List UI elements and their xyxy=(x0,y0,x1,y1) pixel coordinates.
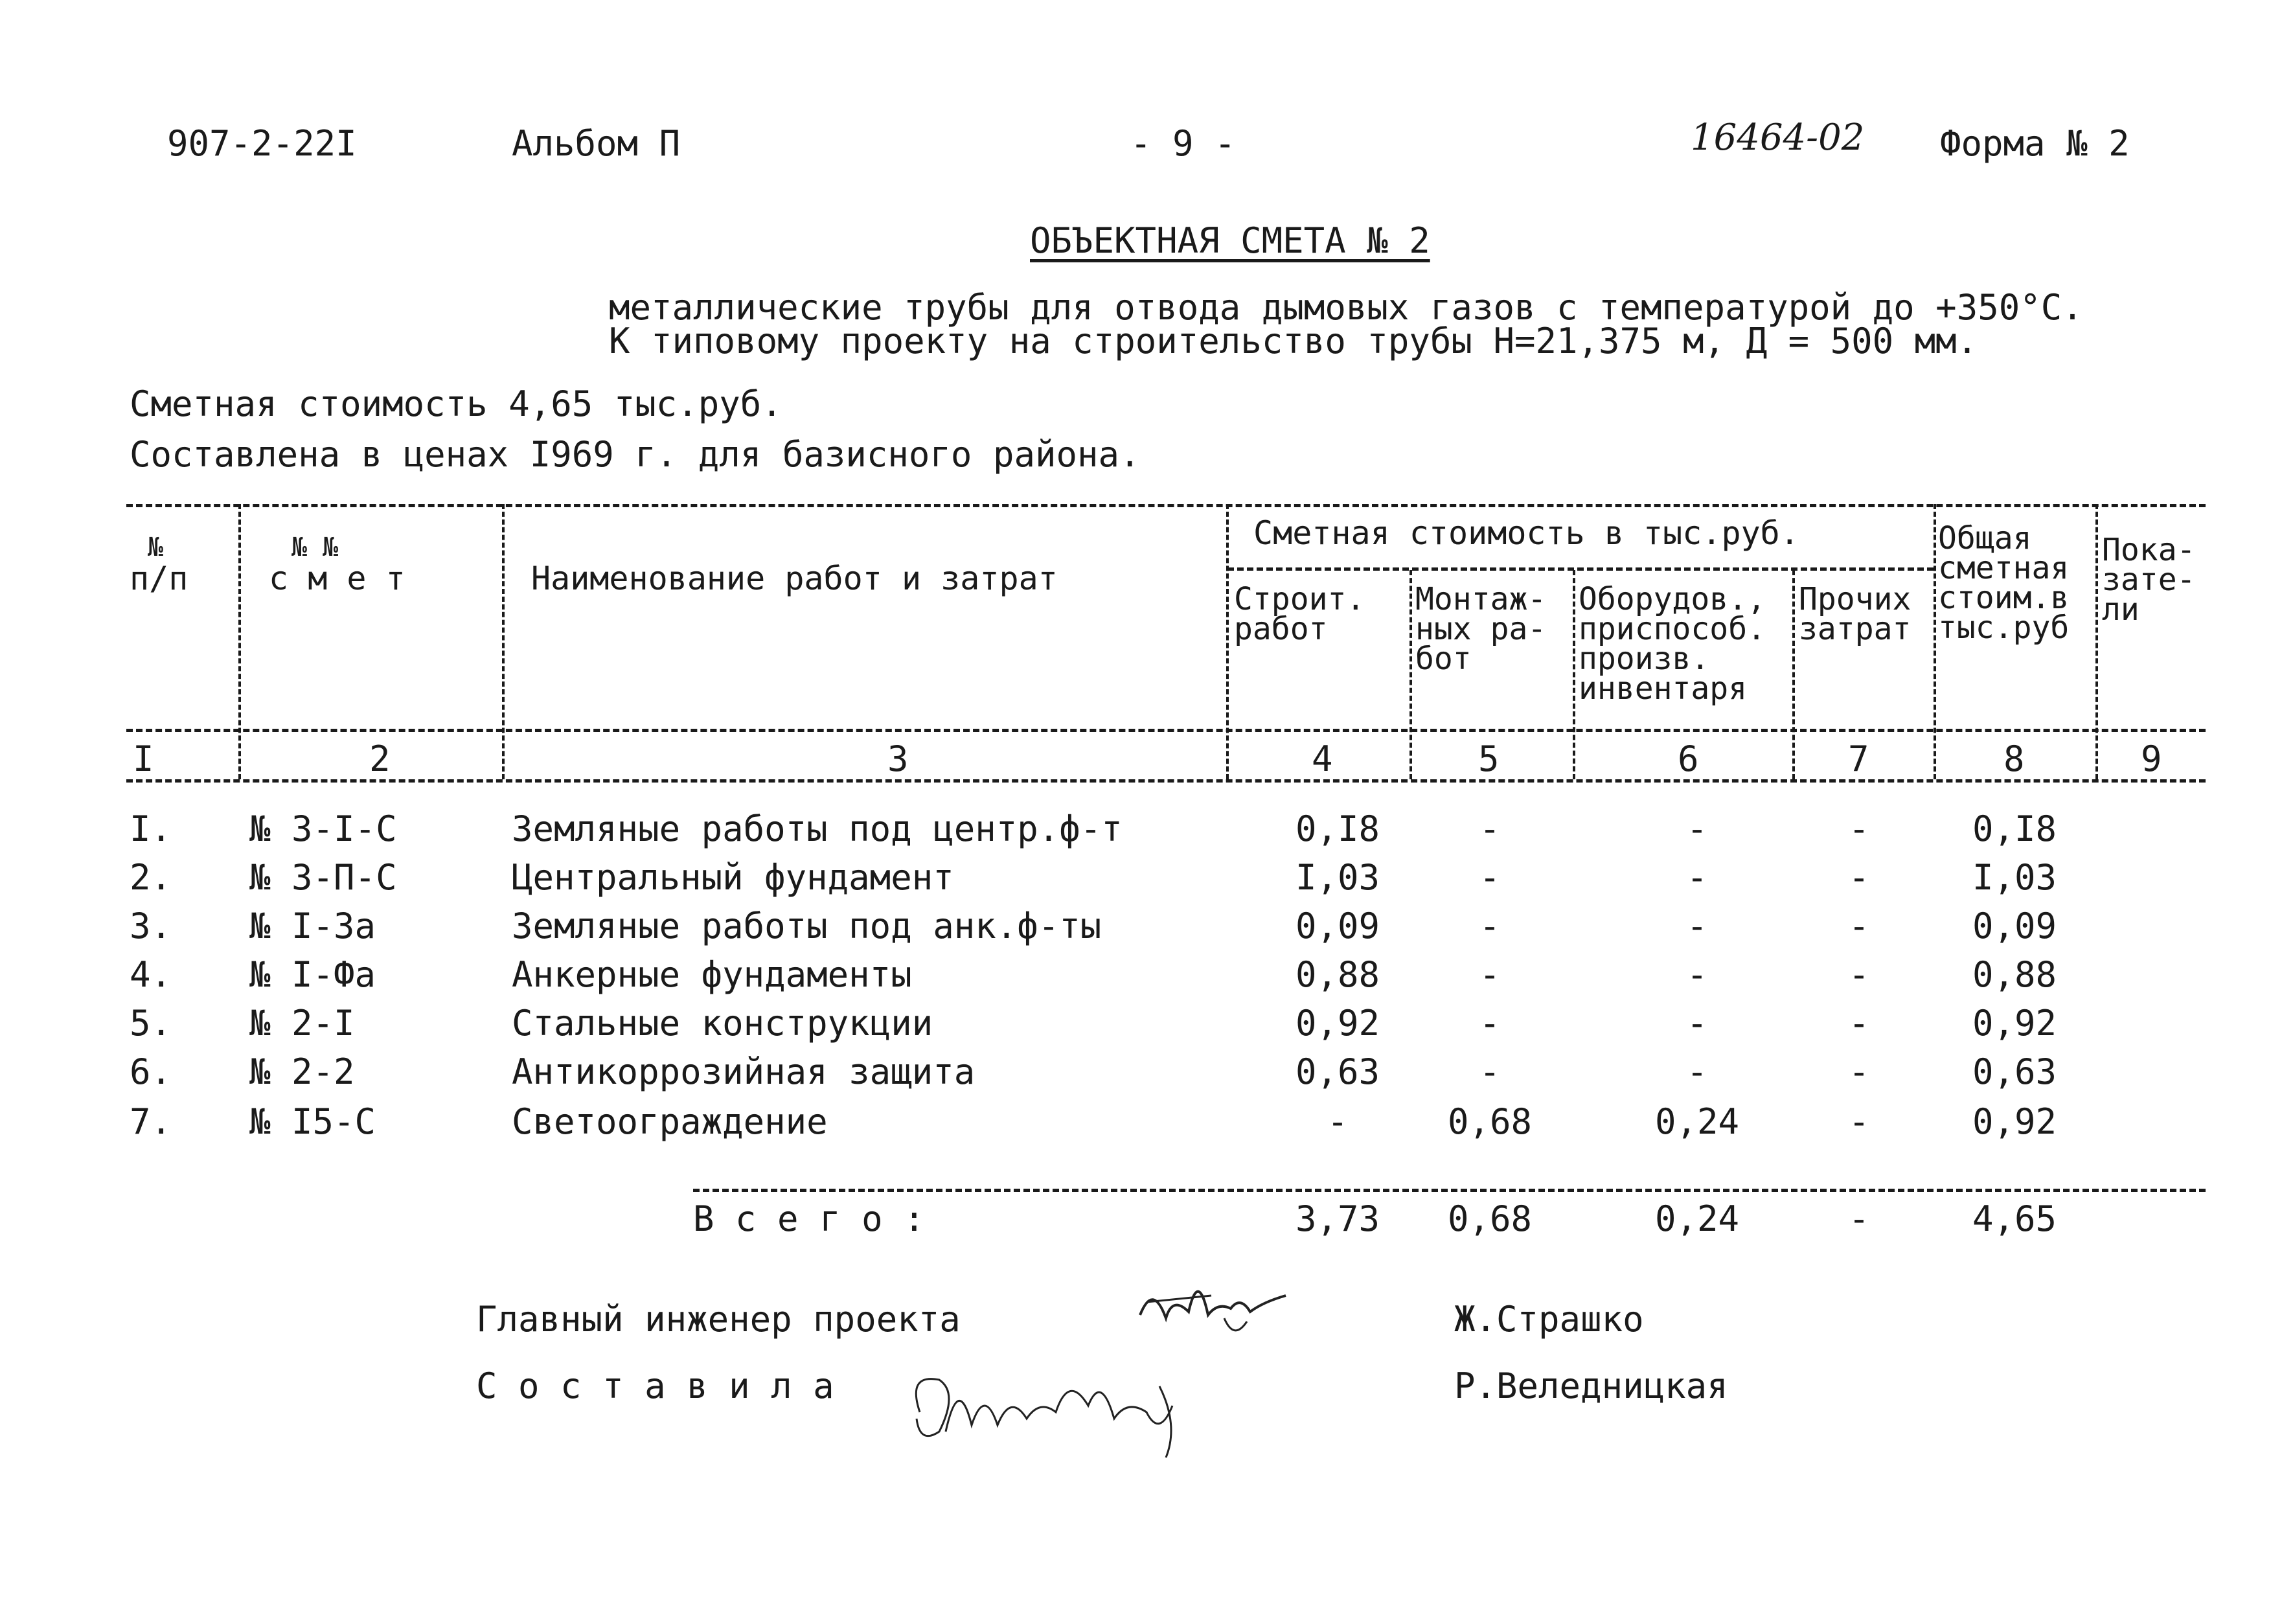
subtitle-line-2: К типовому проекту на строительство трубы Н=21,375 м, Д = 500 мм. xyxy=(609,321,1978,361)
compiled-by-name: Р.Веледницкая xyxy=(1454,1366,1728,1406)
row-number: I. xyxy=(130,808,172,849)
header-col-8 xyxy=(1938,520,2070,646)
row-estimate-ref: № 3-П-С xyxy=(249,857,397,898)
col-divider-3 xyxy=(1226,504,1229,779)
header-col-8-line: сметная xyxy=(1938,550,2070,586)
header-col-7-line: затрат xyxy=(1799,611,1911,647)
header-num-1: № xyxy=(148,532,164,562)
row-installation-cost: 0,68 xyxy=(1447,1101,1533,1142)
row-construction-cost: 0,88 xyxy=(1295,954,1380,995)
col-number-3: 3 xyxy=(887,738,909,779)
row-other-cost: - xyxy=(1848,808,1870,849)
row-installation-cost: - xyxy=(1479,857,1501,898)
col-number-6: 6 xyxy=(1678,738,1699,779)
total-overall-cost: 4,65 xyxy=(1972,1198,2057,1239)
row-equipment-cost: - xyxy=(1686,1051,1708,1092)
header-col-4 xyxy=(1234,581,1365,647)
compiled-by-label: С о с т а в и л а xyxy=(476,1366,834,1406)
col-number-1: I xyxy=(133,738,154,779)
header-ref-2: с м е т xyxy=(269,560,405,597)
form-label: Форма № 2 xyxy=(1940,123,2130,164)
col-divider-5 xyxy=(1573,570,1575,779)
col-number-2: 2 xyxy=(369,738,391,779)
row-total-cost: 0,09 xyxy=(1972,906,2057,946)
header-ref-1: № № xyxy=(291,532,339,562)
header-col-6-line: инвентаря xyxy=(1579,670,1748,707)
row-work-name: Земляные работы под анк.ф-ты xyxy=(512,906,1102,946)
row-work-name: Центральный фундамент xyxy=(512,857,954,898)
header-col-7 xyxy=(1799,581,1911,647)
col-numbers-bottom-border xyxy=(126,779,2206,783)
page-number: - 9 - xyxy=(1130,123,1236,164)
row-construction-cost: 0,92 xyxy=(1295,1003,1380,1044)
row-number: 6. xyxy=(130,1051,172,1092)
row-total-cost: 0,63 xyxy=(1972,1051,2057,1092)
row-estimate-ref: № 3-I-С xyxy=(249,808,397,849)
header-col-9-line: ли xyxy=(2102,591,2139,628)
total-installation-cost: 0,68 xyxy=(1447,1198,1533,1239)
table-top-border xyxy=(126,504,2206,507)
col-number-8: 8 xyxy=(2003,738,2025,779)
header-col-4-line: работ xyxy=(1234,611,1328,647)
row-other-cost: - xyxy=(1848,954,1870,995)
row-other-cost: - xyxy=(1848,1101,1870,1142)
header-col-5-line: ных ра- xyxy=(1415,611,1547,647)
header-name: Наименование работ и затрат xyxy=(531,560,1058,597)
header-col-5 xyxy=(1415,581,1547,677)
col-number-9: 9 xyxy=(2141,738,2162,779)
row-number: 5. xyxy=(130,1003,172,1044)
album-label: Альбом П xyxy=(512,123,681,164)
col-number-5: 5 xyxy=(1478,738,1500,779)
row-number: 3. xyxy=(130,906,172,946)
row-installation-cost: - xyxy=(1479,1051,1501,1092)
row-equipment-cost: - xyxy=(1686,1003,1708,1044)
row-work-name: Анкерные фундаменты xyxy=(512,954,912,995)
row-total-cost: 0,92 xyxy=(1972,1101,2057,1142)
row-total-cost: 0,88 xyxy=(1972,954,2057,995)
header-col-6-line: Оборудов., xyxy=(1579,581,1766,617)
header-col-4-line: Строит. xyxy=(1234,581,1365,617)
header-col-5-line: Монтаж- xyxy=(1415,581,1547,617)
inventory-number: 16464-02 xyxy=(1691,117,1865,159)
row-other-cost: - xyxy=(1848,1051,1870,1092)
row-number: 2. xyxy=(130,857,172,898)
header-col-9-line: Пока- xyxy=(2102,532,2196,568)
header-col-6 xyxy=(1579,581,1766,707)
header-col-8-line: тыс.руб xyxy=(1938,610,2070,646)
row-work-name: Стальные конструкции xyxy=(512,1003,933,1044)
col-divider-4 xyxy=(1409,570,1412,779)
total-top-border xyxy=(693,1189,2206,1192)
compiled-by-signature xyxy=(900,1334,1198,1464)
header-col-8-line: Общая xyxy=(1938,520,2032,556)
row-installation-cost: - xyxy=(1479,954,1501,995)
row-installation-cost: - xyxy=(1479,1003,1501,1044)
document-title: ОБЪЕКТНАЯ СМЕТА № 2 xyxy=(1030,220,1430,261)
estimated-cost: Сметная стоимость 4,65 тыс.руб. xyxy=(130,383,782,424)
header-group: Сметная стоимость в тыс.руб. xyxy=(1253,514,1799,552)
row-equipment-cost: - xyxy=(1686,857,1708,898)
row-total-cost: 0,92 xyxy=(1972,1003,2057,1044)
row-total-cost: 0,I8 xyxy=(1972,808,2057,849)
header-col-5-line: бот xyxy=(1415,641,1472,677)
header-col-8-line: стоим.в xyxy=(1938,580,2070,616)
header-col-6-line: приспособ. xyxy=(1579,611,1766,647)
subtitle-line-1: металлические трубы для отвода дымовых газов с температурой до +350°С. xyxy=(609,287,2083,328)
row-installation-cost: - xyxy=(1479,808,1501,849)
header-bottom-border xyxy=(126,729,2206,732)
group-header-border xyxy=(1227,567,1934,571)
header-col-6-line: произв. xyxy=(1579,641,1710,677)
total-label: В с е г о : xyxy=(693,1198,925,1239)
row-number: 4. xyxy=(130,954,172,995)
total-equipment-cost: 0,24 xyxy=(1654,1198,1740,1239)
row-construction-cost: - xyxy=(1327,1101,1349,1142)
chief-engineer-label: Главный инженер проекта xyxy=(476,1299,961,1340)
col-divider-2 xyxy=(502,504,505,779)
row-construction-cost: 0,09 xyxy=(1295,906,1380,946)
doc-code: 907-2-22I xyxy=(167,123,357,164)
row-installation-cost: - xyxy=(1479,906,1501,946)
row-equipment-cost: - xyxy=(1686,808,1708,849)
price-basis: Составлена в ценах I969 г. для базисного района. xyxy=(130,434,1141,475)
col-divider-1 xyxy=(238,504,241,779)
chief-engineer-name: Ж.Страшко xyxy=(1454,1299,1644,1340)
row-construction-cost: 0,63 xyxy=(1295,1051,1380,1092)
col-number-7: 7 xyxy=(1848,738,1869,779)
row-estimate-ref: № 2-2 xyxy=(249,1051,355,1092)
total-construction-cost: 3,73 xyxy=(1295,1198,1380,1239)
row-other-cost: - xyxy=(1848,857,1870,898)
row-work-name: Земляные работы под центр.ф-т xyxy=(512,808,1123,849)
col-divider-7 xyxy=(1934,504,1936,779)
header-col-9 xyxy=(2102,532,2196,628)
row-equipment-cost: 0,24 xyxy=(1654,1101,1740,1142)
col-divider-6 xyxy=(1792,570,1795,779)
row-total-cost: I,03 xyxy=(1972,857,2057,898)
row-construction-cost: I,03 xyxy=(1295,857,1380,898)
header-col-9-line: зате- xyxy=(2102,562,2196,598)
row-work-name: Антикоррозийная защита xyxy=(512,1051,976,1092)
col-number-4: 4 xyxy=(1312,738,1333,779)
row-other-cost: - xyxy=(1848,1003,1870,1044)
row-number: 7. xyxy=(130,1101,172,1142)
row-construction-cost: 0,I8 xyxy=(1295,808,1380,849)
row-estimate-ref: № I5-С xyxy=(249,1101,376,1142)
col-divider-8 xyxy=(2095,504,2098,779)
total-other-cost: - xyxy=(1848,1198,1870,1239)
row-estimate-ref: № 2-I xyxy=(249,1003,355,1044)
row-equipment-cost: - xyxy=(1686,906,1708,946)
header-col-7-line: Прочих xyxy=(1799,581,1911,617)
row-other-cost: - xyxy=(1848,906,1870,946)
row-equipment-cost: - xyxy=(1686,954,1708,995)
row-work-name: Светоограждение xyxy=(512,1101,828,1142)
row-estimate-ref: № I-Фа xyxy=(249,954,376,995)
row-estimate-ref: № I-3а xyxy=(249,906,376,946)
header-num-2: п/п xyxy=(130,560,188,597)
